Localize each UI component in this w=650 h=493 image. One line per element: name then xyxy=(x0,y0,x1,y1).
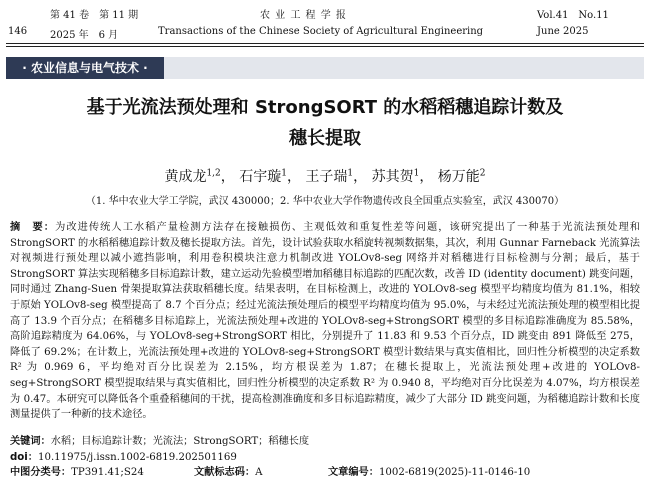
author-affil-mark: 2 xyxy=(479,168,486,179)
clc-value: TP391.41;S24 xyxy=(71,467,144,478)
section-bar xyxy=(6,57,644,79)
author-affil-mark: 1 xyxy=(347,168,354,179)
author-affil-mark: 1 xyxy=(281,168,287,179)
author-name: 杨万能 xyxy=(437,169,480,185)
header-rule xyxy=(6,43,644,44)
paper-title-line-1: 基于光流法预处理和 StrongSORT 的水稻稻穗追踪计数及 xyxy=(86,97,564,118)
keywords-text: 水稻；目标追踪计数；光流法；StrongSORT；稻穗长度 xyxy=(50,436,310,447)
section-tag: · 农业信息与电气技术 · xyxy=(6,57,164,79)
keywords-label: 关键词： xyxy=(10,436,51,447)
author-separator: ， xyxy=(353,169,368,185)
header-journal-en: Transactions of the Chinese Society of Agricultural Engineering xyxy=(158,26,484,37)
author-separator: ， xyxy=(286,169,301,185)
keywords xyxy=(10,432,309,447)
doi xyxy=(10,448,237,463)
author-name: 苏其贺 xyxy=(371,169,414,185)
header-volume-en: Vol.41 No.11 xyxy=(537,10,609,21)
author-name: 王子瑞 xyxy=(305,169,348,185)
header-date-cn: 2025 年 6 月 xyxy=(50,30,119,41)
author-name: 黄成龙 xyxy=(164,169,207,185)
author-name: 石宇璇 xyxy=(239,169,282,185)
author-separator: ， xyxy=(220,169,235,185)
abstract-text: 为改进传统人工水稻产量检测方法存在接触损伤、主观低效和重复性差等问题，该研究提出了一种基于光流法预处理和 StrongSORT 的水稻稻穗追踪计数及穗长提取方法。首先，设计试验获取水稻旋转视频数据集，其次，利用 Gunnar Farneback 光流算法对视频进行预处理以减小遮挡影响，利用卷积模块注意力机制改进 YOLOv8-seg 网络并对稻穗进行目标检测与分割；最后，基于 StrongSORT 算法实现稻穗多目标追踪计数，建立运动先验模型增加稻穗目标追踪的匹配次数，改善 ID (identity document) 跳变问题，同时通过 Zhang-Suen 骨架提取算法获取稻穗长度。结果表明，在目标检测上，改进的 YOLOv8-seg 模型平均精度均值为 81.1%，相较于原始 YOLOv8-seg 模型提高了 8.7 个百分点；经过光流法预处理后的模型平均精度均值为 95.0%，与未经过光流法预处理的模型相比提高了 13.9 个百分点；在稻穗多目标追踪上，光流法预处理+改进的 YOLOv8-seg+StrongSORT 模型的多目标追踪准确度为 85.58%，高阶追踪精度为 64.06%，与 YOLOv8-seg+StrongSORT 相比，分别提升了 11.83 和 9.53 个百分点，ID 跳变由 891 降低至 275，降低了 69.2%；在计数上，光流法预处理+改进的 YOLOv8-seg+StrongSORT 模型计数结果与真实值相比，回归性分析模型的决定系数 R² 为 0.969 6，平均绝对百分比误差为 2.15%，均方根误差为 1.87；在穗长提取上，光流法预处理+改进的 YOLOv8-seg+StrongSORT 模型提取结果与真实值相比，回归性分析模型的决定系数 R² 为 0.940 8，平均绝对百分比误差为 4.07%，均方根误差为 0.47。本研究可以降低各个重叠稻穗间的干扰，提高检测准确度和多目标追踪精度，减少了大部分 ID 跳变问题，为稻穗追踪计数和长度测量提供了一种新的技术途径。 xyxy=(10,222,641,421)
header-date-en: June 2025 xyxy=(537,26,589,37)
document-code-label: 文献标志码： xyxy=(194,467,256,478)
article-number-value: 1002-6819(2025)-11-0146-10 xyxy=(378,467,531,478)
page-number: 146 xyxy=(8,26,28,37)
document-code-value: A xyxy=(255,467,263,478)
article-number xyxy=(328,463,530,478)
header-volume-cn: 第 41 卷 第 11 期 xyxy=(50,10,139,21)
author-list xyxy=(0,166,650,186)
header-journal-cn: 农 业 工 程 学 报 xyxy=(260,10,347,21)
document-code xyxy=(194,463,262,478)
author-affil-mark: 1 xyxy=(413,168,420,179)
affiliations: （1. 华中农业大学工学院，武汉 430000；2. 华中农业大学作物遗传改良全国重点实验室，武汉 430070） xyxy=(85,196,565,207)
clc-number xyxy=(10,463,144,478)
header-rule-thin xyxy=(6,46,644,47)
abstract-label: 摘 要： xyxy=(10,222,56,233)
clc-label: 中图分类号： xyxy=(10,467,72,478)
doi-link[interactable]: 10.11975/j.issn.1002-6819.202501169 xyxy=(37,452,237,463)
doi-label: doi： xyxy=(10,452,38,463)
article-number-label: 文章编号： xyxy=(328,467,379,478)
author-separator: ， xyxy=(419,169,434,185)
author-affil-mark: 1,2 xyxy=(206,168,221,179)
paper-title-line-2: 穗长提取 xyxy=(289,128,361,149)
abstract xyxy=(10,220,640,423)
